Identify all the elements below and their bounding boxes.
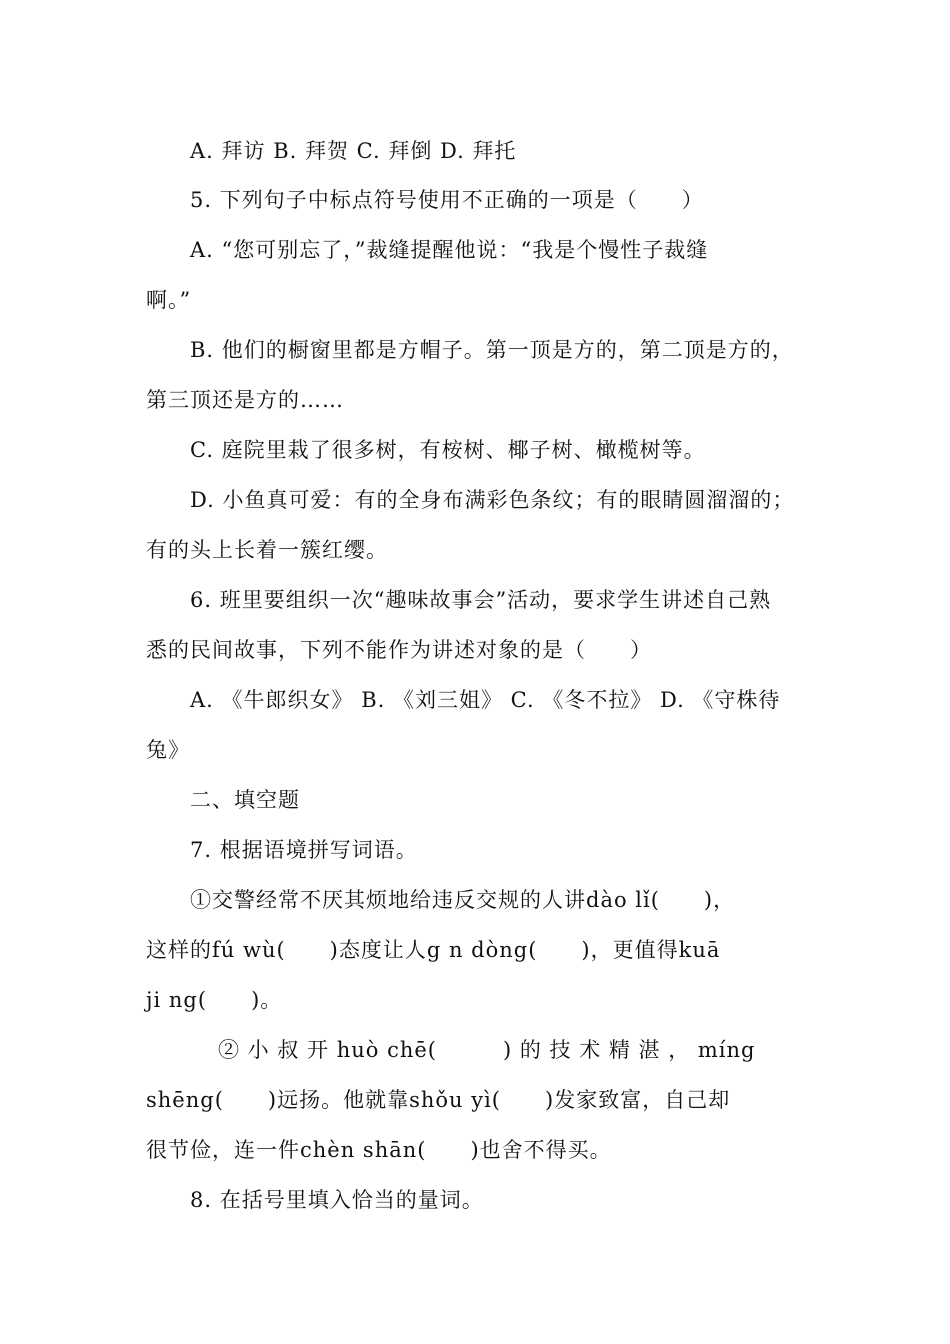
q7-item1-line3: ji ng( )。 — [146, 988, 283, 1012]
q6-stem-line1: 6. 班里要组织一次“趣味故事会”活动，要求学生讲述自己熟 — [190, 588, 772, 612]
q5-option-a-line1: A. “您可别忘了，”裁缝提醒他说：“我是个慢性子裁缝 — [190, 238, 709, 262]
q7-item1-line1: ①交警经常不厌其烦地给违反交规的人讲dào lǐ( )， — [190, 888, 736, 912]
q8-stem: 8. 在括号里填入恰当的量词。 — [190, 1188, 484, 1212]
q7-item1-line2: 这样的fú wù( )态度让人g n dòng( )，更值得kuā — [146, 938, 721, 962]
q7-item2-line2: shēng( )远扬。他就靠shǒu yì( )发家致富，自己却 — [146, 1088, 731, 1112]
q7-item2-line1: ② 小 叔 开 huò chē( ) 的 技 术 精 湛 ， míng — [218, 1038, 756, 1062]
q6-options-line2: 兔》 — [146, 738, 190, 762]
q5-option-d-line2: 有的头上长着一簇红缨。 — [146, 538, 388, 562]
q5-option-b-line1: B. 他们的橱窗里都是方帽子。第一顶是方的，第二顶是方的， — [190, 338, 794, 362]
q6-options-line1: A. 《牛郎织女》 B. 《刘三姐》 C. 《冬不拉》 D. 《守株待 — [190, 688, 781, 712]
q5-stem: 5. 下列句子中标点符号使用不正确的一项是（ ） — [190, 188, 704, 212]
section-title-fill-in: 二、填空题 — [190, 788, 300, 812]
q5-option-a-line2: 啊。” — [146, 288, 192, 312]
q4-options: A. 拜访 B. 拜贺 C. 拜倒 D. 拜托 — [190, 139, 517, 163]
q7-item2-line3: 很节俭，连一件chèn shān( )也舍不得买。 — [146, 1138, 612, 1162]
q7-stem: 7. 根据语境拼写词语。 — [190, 838, 418, 862]
q5-option-c: C. 庭院里栽了很多树，有桉树、椰子树、橄榄树等。 — [190, 438, 706, 462]
q5-option-d-line1: D. 小鱼真可爱：有的全身布满彩色条纹；有的眼睛圆溜溜的； — [190, 488, 795, 512]
q5-option-b-line2: 第三顶还是方的…… — [146, 388, 344, 412]
q6-stem-line2: 悉的民间故事，下列不能作为讲述对象的是（ ） — [146, 638, 652, 662]
